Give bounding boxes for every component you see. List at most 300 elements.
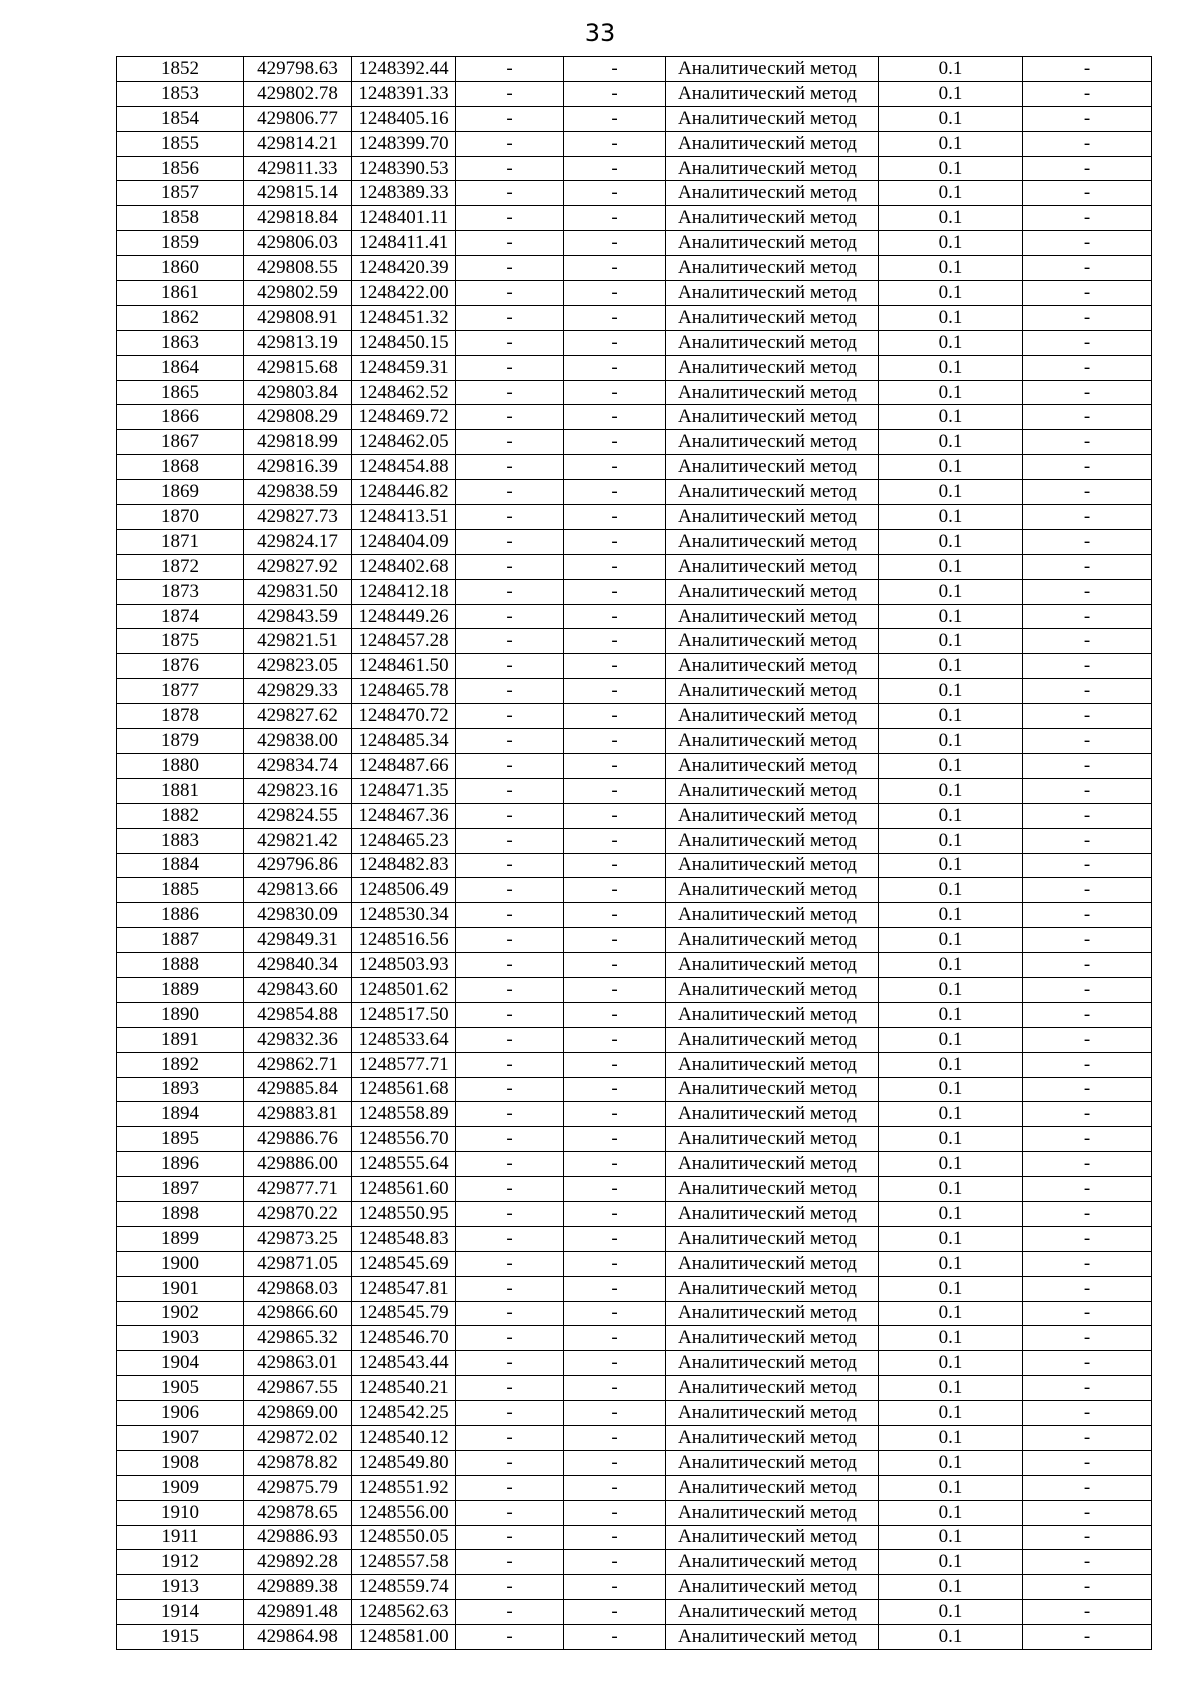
- y-coordinate-cell: 1248559.74: [352, 1575, 456, 1600]
- dash-cell: -: [564, 1500, 666, 1525]
- x-coordinate-cell: 429829.33: [244, 679, 352, 704]
- y-coordinate-cell: 1248454.88: [352, 455, 456, 480]
- point-number-cell: 1894: [117, 1102, 244, 1127]
- x-coordinate-cell: 429816.39: [244, 455, 352, 480]
- table-row: [117, 1575, 1152, 1600]
- dash-cell: -: [456, 1376, 564, 1401]
- dash-cell: -: [564, 1600, 666, 1625]
- method-cell: Аналитический метод: [666, 1276, 879, 1301]
- point-number-cell: 1857: [117, 181, 244, 206]
- x-coordinate-cell: 429838.59: [244, 480, 352, 505]
- dash-cell: -: [564, 1102, 666, 1127]
- dash-cell: -: [564, 330, 666, 355]
- table-row: [117, 803, 1152, 828]
- dash-cell: -: [1023, 1575, 1152, 1600]
- table-row: [117, 1127, 1152, 1152]
- y-coordinate-cell: 1248412.18: [352, 579, 456, 604]
- accuracy-cell: 0.1: [879, 977, 1023, 1002]
- dash-cell: -: [456, 928, 564, 953]
- dash-cell: -: [456, 1550, 564, 1575]
- coordinates-table: [116, 56, 1152, 1650]
- accuracy-cell: 0.1: [879, 753, 1023, 778]
- dash-cell: -: [1023, 654, 1152, 679]
- dash-cell: -: [1023, 380, 1152, 405]
- dash-cell: -: [1023, 181, 1152, 206]
- point-number-cell: 1904: [117, 1351, 244, 1376]
- dash-cell: -: [564, 1002, 666, 1027]
- dash-cell: -: [1023, 579, 1152, 604]
- accuracy-cell: 0.1: [879, 1500, 1023, 1525]
- method-cell: Аналитический метод: [666, 1450, 879, 1475]
- method-cell: Аналитический метод: [666, 977, 879, 1002]
- dash-cell: -: [1023, 903, 1152, 928]
- table-row: [117, 57, 1152, 82]
- method-cell: Аналитический метод: [666, 480, 879, 505]
- point-number-cell: 1913: [117, 1575, 244, 1600]
- method-cell: Аналитический метод: [666, 554, 879, 579]
- dash-cell: -: [564, 1276, 666, 1301]
- table-row: [117, 156, 1152, 181]
- method-cell: Аналитический метод: [666, 928, 879, 953]
- dash-cell: -: [1023, 604, 1152, 629]
- method-cell: Аналитический метод: [666, 106, 879, 131]
- dash-cell: -: [456, 455, 564, 480]
- dash-cell: -: [1023, 529, 1152, 554]
- y-coordinate-cell: 1248547.81: [352, 1276, 456, 1301]
- dash-cell: -: [1023, 57, 1152, 82]
- dash-cell: -: [1023, 480, 1152, 505]
- table-row: [117, 903, 1152, 928]
- x-coordinate-cell: 429878.65: [244, 1500, 352, 1525]
- method-cell: Аналитический метод: [666, 629, 879, 654]
- x-coordinate-cell: 429798.63: [244, 57, 352, 82]
- x-coordinate-cell: 429834.74: [244, 753, 352, 778]
- dash-cell: -: [456, 131, 564, 156]
- y-coordinate-cell: 1248542.25: [352, 1401, 456, 1426]
- table-row: [117, 1600, 1152, 1625]
- table-row: [117, 305, 1152, 330]
- x-coordinate-cell: 429821.51: [244, 629, 352, 654]
- table-row: [117, 753, 1152, 778]
- point-number-cell: 1878: [117, 704, 244, 729]
- accuracy-cell: 0.1: [879, 1401, 1023, 1426]
- y-coordinate-cell: 1248545.69: [352, 1251, 456, 1276]
- accuracy-cell: 0.1: [879, 57, 1023, 82]
- point-number-cell: 1895: [117, 1127, 244, 1152]
- dash-cell: -: [456, 430, 564, 455]
- y-coordinate-cell: 1248503.93: [352, 953, 456, 978]
- y-coordinate-cell: 1248577.71: [352, 1052, 456, 1077]
- accuracy-cell: 0.1: [879, 928, 1023, 953]
- method-cell: Аналитический метод: [666, 131, 879, 156]
- method-cell: Аналитический метод: [666, 156, 879, 181]
- dash-cell: -: [1023, 1152, 1152, 1177]
- dash-cell: -: [456, 330, 564, 355]
- y-coordinate-cell: 1248451.32: [352, 305, 456, 330]
- dash-cell: -: [456, 1077, 564, 1102]
- method-cell: Аналитический метод: [666, 1077, 879, 1102]
- dash-cell: -: [456, 1152, 564, 1177]
- table-row: [117, 1276, 1152, 1301]
- point-number-cell: 1876: [117, 654, 244, 679]
- point-number-cell: 1861: [117, 281, 244, 306]
- table-row: [117, 330, 1152, 355]
- dash-cell: -: [456, 679, 564, 704]
- method-cell: Аналитический метод: [666, 878, 879, 903]
- accuracy-cell: 0.1: [879, 1301, 1023, 1326]
- point-number-cell: 1910: [117, 1500, 244, 1525]
- method-cell: Аналитический метод: [666, 1500, 879, 1525]
- table-row: [117, 1401, 1152, 1426]
- table-row: [117, 206, 1152, 231]
- method-cell: Аналитический метод: [666, 1525, 879, 1550]
- point-number-cell: 1862: [117, 305, 244, 330]
- x-coordinate-cell: 429808.29: [244, 405, 352, 430]
- accuracy-cell: 0.1: [879, 828, 1023, 853]
- dash-cell: -: [564, 1376, 666, 1401]
- point-number-cell: 1874: [117, 604, 244, 629]
- method-cell: Аналитический метод: [666, 256, 879, 281]
- table-row: [117, 355, 1152, 380]
- dash-cell: -: [564, 156, 666, 181]
- dash-cell: -: [564, 529, 666, 554]
- y-coordinate-cell: 1248546.70: [352, 1326, 456, 1351]
- dash-cell: -: [456, 629, 564, 654]
- dash-cell: -: [456, 106, 564, 131]
- table-row: [117, 1152, 1152, 1177]
- dash-cell: -: [564, 1550, 666, 1575]
- y-coordinate-cell: 1248550.95: [352, 1201, 456, 1226]
- dash-cell: -: [456, 1301, 564, 1326]
- y-coordinate-cell: 1248550.05: [352, 1525, 456, 1550]
- accuracy-cell: 0.1: [879, 1177, 1023, 1202]
- dash-cell: -: [1023, 554, 1152, 579]
- point-number-cell: 1888: [117, 953, 244, 978]
- x-coordinate-cell: 429870.22: [244, 1201, 352, 1226]
- accuracy-cell: 0.1: [879, 1127, 1023, 1152]
- x-coordinate-cell: 429873.25: [244, 1226, 352, 1251]
- point-number-cell: 1871: [117, 529, 244, 554]
- accuracy-cell: 0.1: [879, 256, 1023, 281]
- dash-cell: -: [564, 57, 666, 82]
- accuracy-cell: 0.1: [879, 106, 1023, 131]
- method-cell: Аналитический метод: [666, 1401, 879, 1426]
- y-coordinate-cell: 1248516.56: [352, 928, 456, 953]
- dash-cell: -: [564, 928, 666, 953]
- accuracy-cell: 0.1: [879, 1326, 1023, 1351]
- point-number-cell: 1863: [117, 330, 244, 355]
- dash-cell: -: [564, 1226, 666, 1251]
- accuracy-cell: 0.1: [879, 679, 1023, 704]
- y-coordinate-cell: 1248461.50: [352, 654, 456, 679]
- y-coordinate-cell: 1248446.82: [352, 480, 456, 505]
- method-cell: Аналитический метод: [666, 579, 879, 604]
- method-cell: Аналитический метод: [666, 1550, 879, 1575]
- point-number-cell: 1853: [117, 81, 244, 106]
- method-cell: Аналитический метод: [666, 1102, 879, 1127]
- point-number-cell: 1890: [117, 1002, 244, 1027]
- dash-cell: -: [564, 579, 666, 604]
- dash-cell: -: [456, 1351, 564, 1376]
- method-cell: Аналитический метод: [666, 206, 879, 231]
- dash-cell: -: [564, 1401, 666, 1426]
- dash-cell: -: [456, 57, 564, 82]
- table-row: [117, 778, 1152, 803]
- dash-cell: -: [1023, 1600, 1152, 1625]
- x-coordinate-cell: 429827.62: [244, 704, 352, 729]
- y-coordinate-cell: 1248487.66: [352, 753, 456, 778]
- accuracy-cell: 0.1: [879, 729, 1023, 754]
- y-coordinate-cell: 1248471.35: [352, 778, 456, 803]
- point-number-cell: 1893: [117, 1077, 244, 1102]
- table-row: [117, 1550, 1152, 1575]
- dash-cell: -: [456, 554, 564, 579]
- method-cell: Аналитический метод: [666, 1027, 879, 1052]
- dash-cell: -: [1023, 729, 1152, 754]
- dash-cell: -: [1023, 679, 1152, 704]
- table-row: [117, 554, 1152, 579]
- dash-cell: -: [1023, 455, 1152, 480]
- dash-cell: -: [1023, 1500, 1152, 1525]
- dash-cell: -: [456, 878, 564, 903]
- x-coordinate-cell: 429862.71: [244, 1052, 352, 1077]
- method-cell: Аналитический метод: [666, 679, 879, 704]
- dash-cell: -: [1023, 1127, 1152, 1152]
- table-row: [117, 1102, 1152, 1127]
- y-coordinate-cell: 1248469.72: [352, 405, 456, 430]
- method-cell: Аналитический метод: [666, 604, 879, 629]
- x-coordinate-cell: 429891.48: [244, 1600, 352, 1625]
- point-number-cell: 1870: [117, 505, 244, 530]
- table-row: [117, 654, 1152, 679]
- dash-cell: -: [456, 1027, 564, 1052]
- dash-cell: -: [1023, 1102, 1152, 1127]
- point-number-cell: 1885: [117, 878, 244, 903]
- table-row: [117, 1525, 1152, 1550]
- dash-cell: -: [1023, 281, 1152, 306]
- dash-cell: -: [1023, 753, 1152, 778]
- table-row: [117, 1251, 1152, 1276]
- y-coordinate-cell: 1248470.72: [352, 704, 456, 729]
- table-row: [117, 480, 1152, 505]
- dash-cell: -: [564, 878, 666, 903]
- dash-cell: -: [1023, 878, 1152, 903]
- table-row: [117, 629, 1152, 654]
- dash-cell: -: [1023, 131, 1152, 156]
- dash-cell: -: [1023, 1525, 1152, 1550]
- y-coordinate-cell: 1248467.36: [352, 803, 456, 828]
- accuracy-cell: 0.1: [879, 1226, 1023, 1251]
- y-coordinate-cell: 1248420.39: [352, 256, 456, 281]
- method-cell: Аналитический метод: [666, 505, 879, 530]
- dash-cell: -: [456, 1226, 564, 1251]
- table-row: [117, 281, 1152, 306]
- dash-cell: -: [564, 106, 666, 131]
- accuracy-cell: 0.1: [879, 380, 1023, 405]
- dash-cell: -: [564, 1177, 666, 1202]
- x-coordinate-cell: 429823.05: [244, 654, 352, 679]
- dash-cell: -: [1023, 704, 1152, 729]
- y-coordinate-cell: 1248482.83: [352, 853, 456, 878]
- table-row: [117, 1351, 1152, 1376]
- accuracy-cell: 0.1: [879, 1575, 1023, 1600]
- method-cell: Аналитический метод: [666, 231, 879, 256]
- dash-cell: -: [1023, 405, 1152, 430]
- dash-cell: -: [564, 1425, 666, 1450]
- dash-cell: -: [1023, 1027, 1152, 1052]
- x-coordinate-cell: 429830.09: [244, 903, 352, 928]
- point-number-cell: 1896: [117, 1152, 244, 1177]
- dash-cell: -: [1023, 330, 1152, 355]
- dash-cell: -: [564, 679, 666, 704]
- accuracy-cell: 0.1: [879, 803, 1023, 828]
- x-coordinate-cell: 429886.76: [244, 1127, 352, 1152]
- table-row: [117, 181, 1152, 206]
- y-coordinate-cell: 1248450.15: [352, 330, 456, 355]
- x-coordinate-cell: 429831.50: [244, 579, 352, 604]
- method-cell: Аналитический метод: [666, 778, 879, 803]
- accuracy-cell: 0.1: [879, 654, 1023, 679]
- table-row: [117, 1027, 1152, 1052]
- x-coordinate-cell: 429864.98: [244, 1625, 352, 1650]
- dash-cell: -: [1023, 1425, 1152, 1450]
- y-coordinate-cell: 1248530.34: [352, 903, 456, 928]
- y-coordinate-cell: 1248462.52: [352, 380, 456, 405]
- x-coordinate-cell: 429818.84: [244, 206, 352, 231]
- dash-cell: -: [1023, 1326, 1152, 1351]
- accuracy-cell: 0.1: [879, 853, 1023, 878]
- page-number: 33: [584, 19, 616, 47]
- method-cell: Аналитический метод: [666, 729, 879, 754]
- dash-cell: -: [456, 828, 564, 853]
- point-number-cell: 1905: [117, 1376, 244, 1401]
- dash-cell: -: [456, 1127, 564, 1152]
- point-number-cell: 1875: [117, 629, 244, 654]
- table-row: [117, 704, 1152, 729]
- accuracy-cell: 0.1: [879, 480, 1023, 505]
- dash-cell: -: [456, 1102, 564, 1127]
- dash-cell: -: [456, 1575, 564, 1600]
- method-cell: Аналитический метод: [666, 455, 879, 480]
- method-cell: Аналитический метод: [666, 1127, 879, 1152]
- dash-cell: -: [564, 305, 666, 330]
- dash-cell: -: [564, 729, 666, 754]
- method-cell: Аналитический метод: [666, 903, 879, 928]
- dash-cell: -: [1023, 1450, 1152, 1475]
- dash-cell: -: [456, 753, 564, 778]
- x-coordinate-cell: 429803.84: [244, 380, 352, 405]
- x-coordinate-cell: 429886.93: [244, 1525, 352, 1550]
- table-row: [117, 1226, 1152, 1251]
- method-cell: Аналитический метод: [666, 380, 879, 405]
- dash-cell: -: [564, 903, 666, 928]
- y-coordinate-cell: 1248581.00: [352, 1625, 456, 1650]
- point-number-cell: 1855: [117, 131, 244, 156]
- dash-cell: -: [456, 1177, 564, 1202]
- accuracy-cell: 0.1: [879, 1550, 1023, 1575]
- point-number-cell: 1887: [117, 928, 244, 953]
- dash-cell: -: [564, 704, 666, 729]
- dash-cell: -: [564, 853, 666, 878]
- accuracy-cell: 0.1: [879, 1052, 1023, 1077]
- method-cell: Аналитический метод: [666, 953, 879, 978]
- dash-cell: -: [1023, 1201, 1152, 1226]
- accuracy-cell: 0.1: [879, 131, 1023, 156]
- dash-cell: -: [456, 256, 564, 281]
- table-row: [117, 729, 1152, 754]
- dash-cell: -: [456, 1326, 564, 1351]
- dash-cell: -: [456, 977, 564, 1002]
- dash-cell: -: [1023, 1351, 1152, 1376]
- y-coordinate-cell: 1248462.05: [352, 430, 456, 455]
- y-coordinate-cell: 1248506.49: [352, 878, 456, 903]
- accuracy-cell: 0.1: [879, 953, 1023, 978]
- x-coordinate-cell: 429843.60: [244, 977, 352, 1002]
- y-coordinate-cell: 1248392.44: [352, 57, 456, 82]
- dash-cell: -: [564, 231, 666, 256]
- point-number-cell: 1884: [117, 853, 244, 878]
- dash-cell: -: [564, 430, 666, 455]
- point-number-cell: 1879: [117, 729, 244, 754]
- x-coordinate-cell: 429838.00: [244, 729, 352, 754]
- point-number-cell: 1852: [117, 57, 244, 82]
- x-coordinate-cell: 429867.55: [244, 1376, 352, 1401]
- method-cell: Аналитический метод: [666, 281, 879, 306]
- method-cell: Аналитический метод: [666, 430, 879, 455]
- method-cell: Аналитический метод: [666, 853, 879, 878]
- dash-cell: -: [564, 206, 666, 231]
- point-number-cell: 1859: [117, 231, 244, 256]
- x-coordinate-cell: 429815.68: [244, 355, 352, 380]
- method-cell: Аналитический метод: [666, 1625, 879, 1650]
- dash-cell: -: [1023, 1276, 1152, 1301]
- x-coordinate-cell: 429849.31: [244, 928, 352, 953]
- accuracy-cell: 0.1: [879, 81, 1023, 106]
- method-cell: Аналитический метод: [666, 529, 879, 554]
- table-row: [117, 1625, 1152, 1650]
- point-number-cell: 1868: [117, 455, 244, 480]
- table-row: [117, 1177, 1152, 1202]
- x-coordinate-cell: 429824.17: [244, 529, 352, 554]
- method-cell: Аналитический метод: [666, 1575, 879, 1600]
- accuracy-cell: 0.1: [879, 579, 1023, 604]
- accuracy-cell: 0.1: [879, 355, 1023, 380]
- dash-cell: -: [456, 1401, 564, 1426]
- y-coordinate-cell: 1248411.41: [352, 231, 456, 256]
- accuracy-cell: 0.1: [879, 1002, 1023, 1027]
- x-coordinate-cell: 429808.55: [244, 256, 352, 281]
- dash-cell: -: [564, 1301, 666, 1326]
- method-cell: Аналитический метод: [666, 1052, 879, 1077]
- dash-cell: -: [564, 1326, 666, 1351]
- point-number-cell: 1906: [117, 1401, 244, 1426]
- dash-cell: -: [456, 156, 564, 181]
- accuracy-cell: 0.1: [879, 1425, 1023, 1450]
- method-cell: Аналитический метод: [666, 803, 879, 828]
- point-number-cell: 1872: [117, 554, 244, 579]
- dash-cell: -: [564, 1201, 666, 1226]
- y-coordinate-cell: 1248501.62: [352, 977, 456, 1002]
- y-coordinate-cell: 1248391.33: [352, 81, 456, 106]
- dash-cell: -: [564, 1525, 666, 1550]
- accuracy-cell: 0.1: [879, 903, 1023, 928]
- dash-cell: -: [564, 1575, 666, 1600]
- dash-cell: -: [456, 281, 564, 306]
- dash-cell: -: [1023, 1376, 1152, 1401]
- table-row: [117, 505, 1152, 530]
- dash-cell: -: [564, 181, 666, 206]
- dash-cell: -: [456, 505, 564, 530]
